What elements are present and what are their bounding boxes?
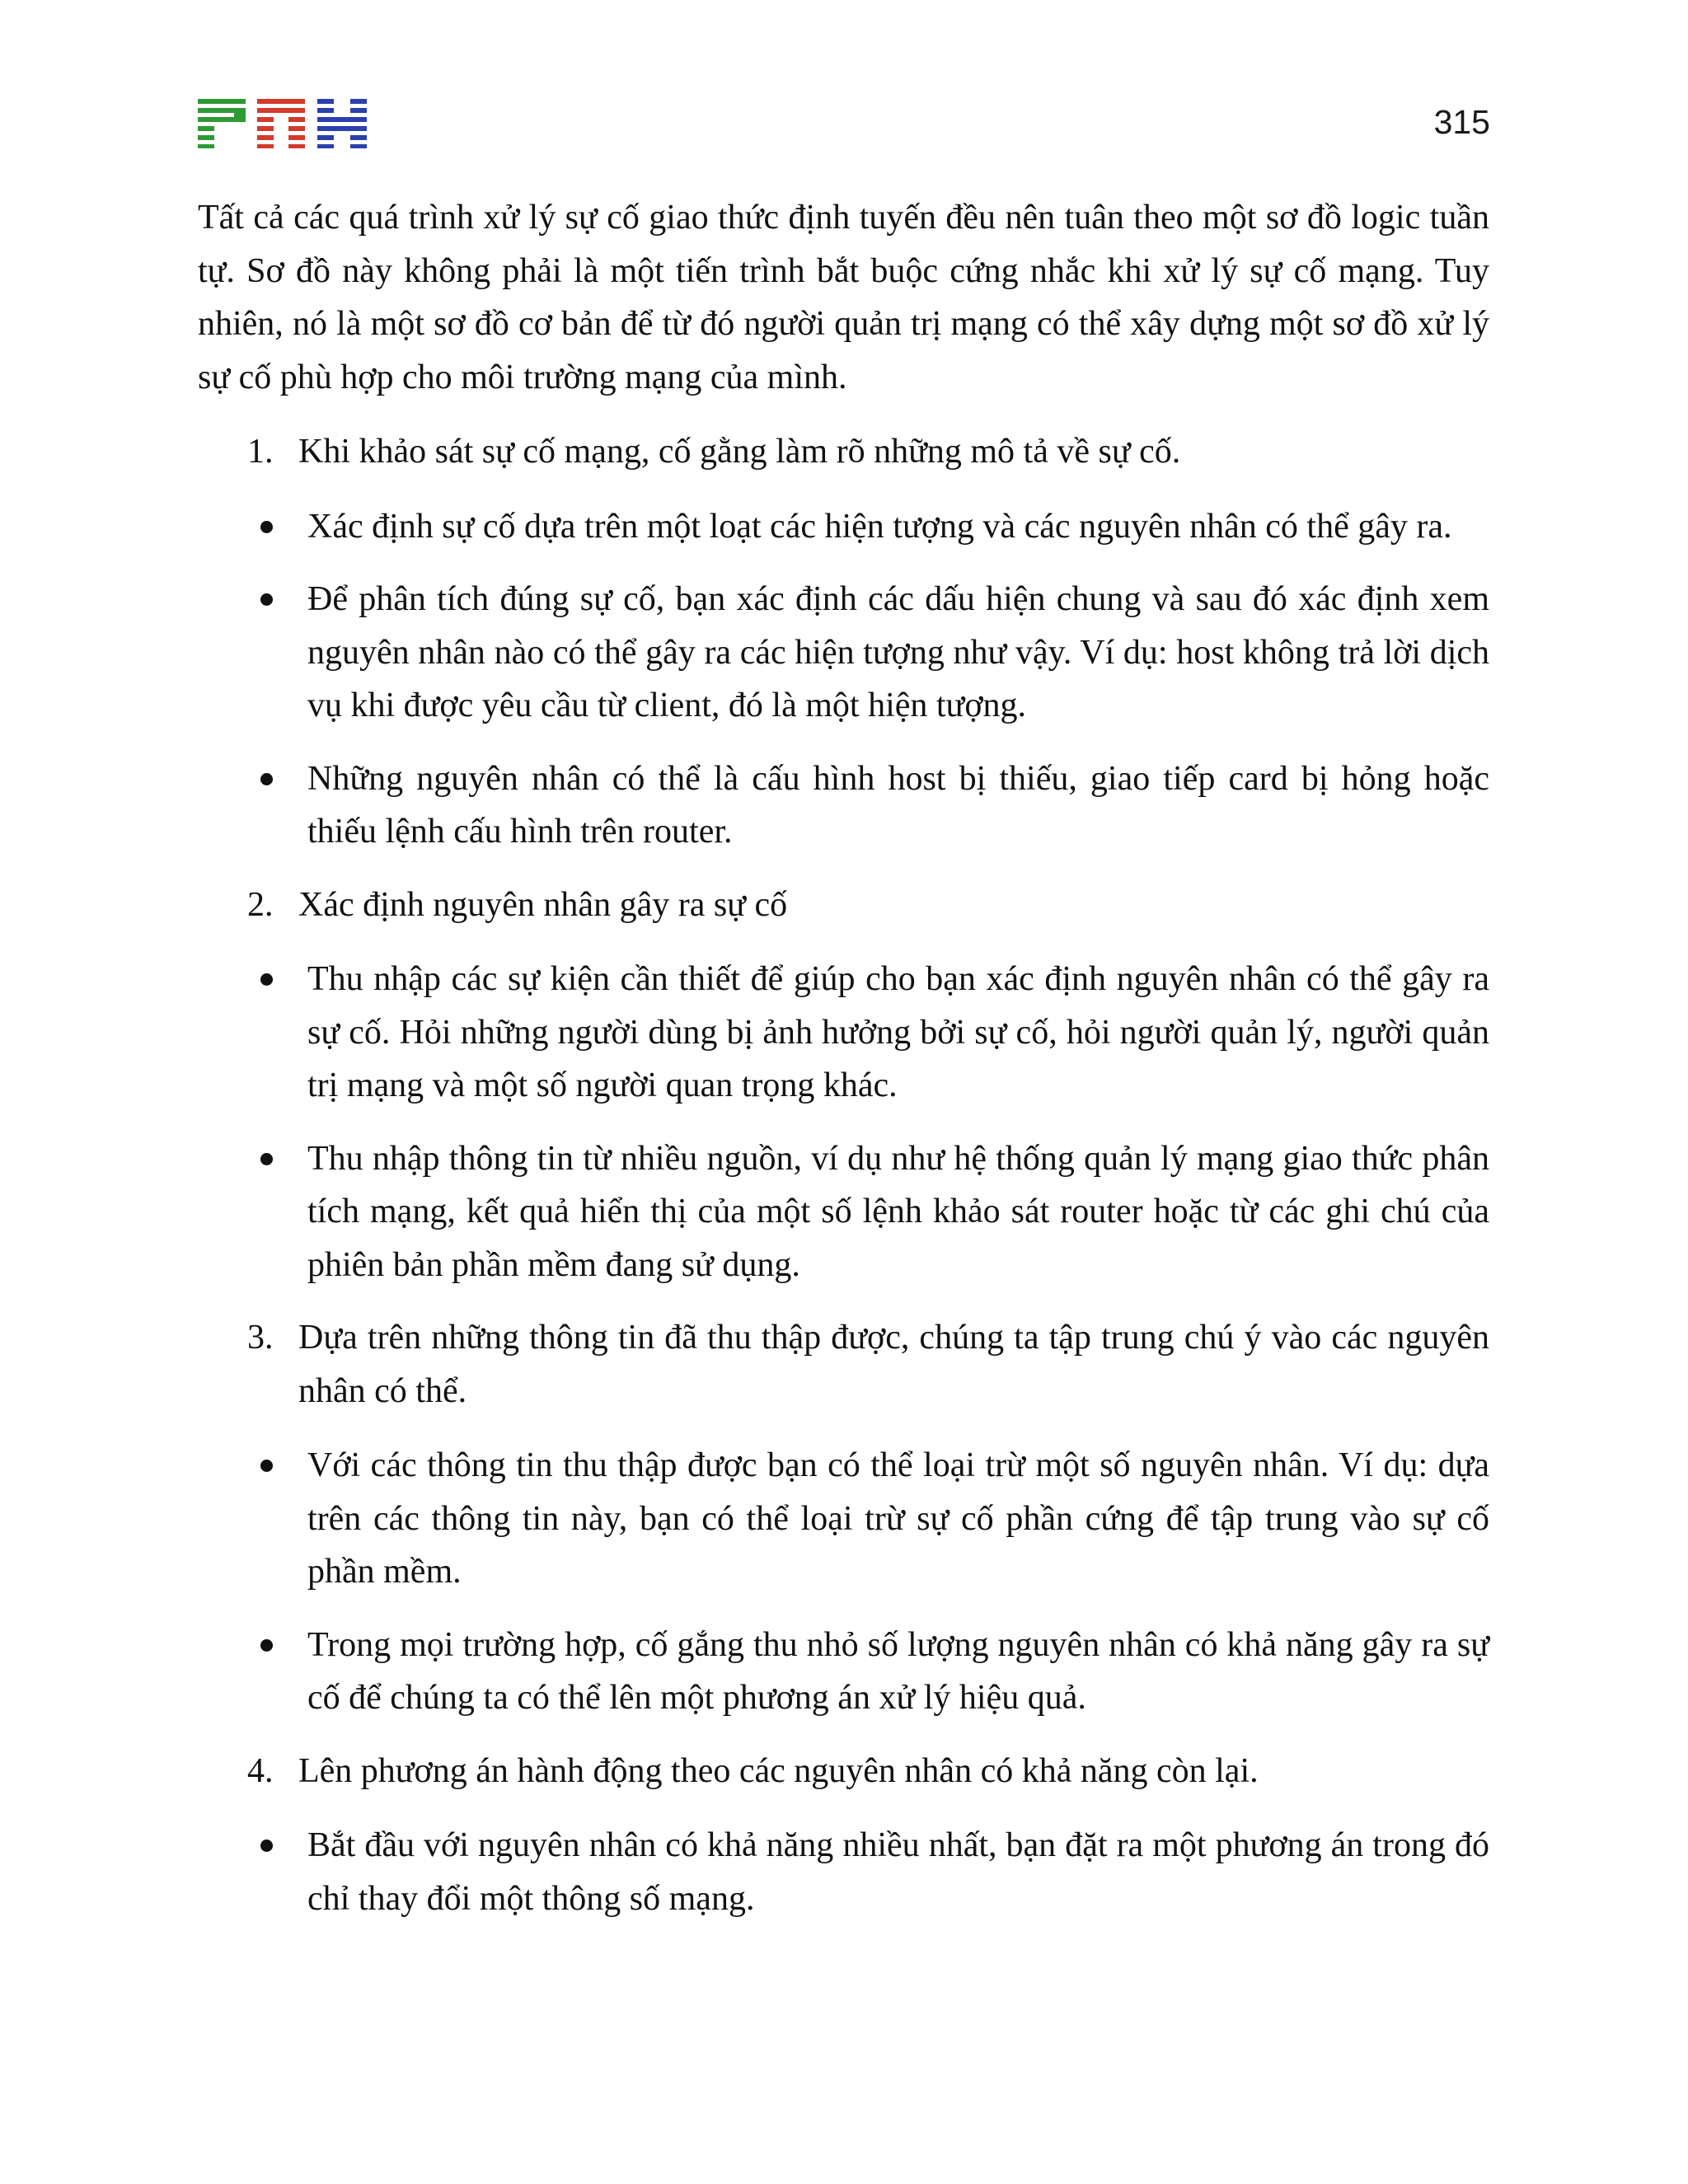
logo-letter-p xyxy=(198,99,246,148)
bullet-icon xyxy=(260,1153,273,1165)
intro-paragraph: Tất cả các quá trình xử lý sự cố giao thức định tuyến đều nên tuân theo một sơ đồ logic tuần tự. Sơ đồ này không phải là một tiến trình bắt buộc cứng nhắc khi xử lý sự cố mạng. Tuy nhiên, nó là một sơ đồ cơ bản để từ đó người quản trị mạng có thể xây dựng một sơ đồ xử lý sự cố phù hợp cho môi trường mạng của mình. xyxy=(198,199,1489,396)
item-number: 4. xyxy=(247,1751,274,1790)
item-text: Dựa trên những thông tin đã thu thập được, chúng ta tập trung chú ý vào các nguyên nhân có thể. xyxy=(298,1319,1489,1410)
bullet-text: Xác định sự cố dựa trên một loạt các hiện tượng và các nguyên nhân có thể gây ra. xyxy=(307,507,1452,546)
bullet-item xyxy=(198,1132,1489,1292)
page-content xyxy=(198,191,1489,1945)
bullet-item xyxy=(198,1619,1489,1725)
pnh-logo xyxy=(198,99,367,148)
bullet-text: Trong mọi trường hợp, cố gắng thu nhỏ số lượng nguyên nhân có khả năng gây ra sự cố để chúng ta có thể lên một phương án xử lý hiệu quả. xyxy=(307,1625,1489,1717)
item-number: 1. xyxy=(247,433,274,471)
bullet-icon xyxy=(260,1460,273,1472)
bullet-item xyxy=(198,1819,1489,1925)
bullet-text: Thu nhập thông tin từ nhiều nguồn, ví dụ như hệ thống quản lý mạng giao thức phân tích mạng, kết quả hiển thị của một số lệnh khảo sát router hoặc từ các ghi chú của phiên bản phần mềm đang sử dụng. xyxy=(307,1139,1489,1284)
bullet-item xyxy=(198,573,1489,733)
logo-letter-h xyxy=(317,99,367,148)
page-number: 315 xyxy=(1433,103,1490,141)
bullet-text: Để phân tích đúng sự cố, bạn xác định các dấu hiện chung và sau đó xác định xem nguyên nhân nào có thể gây ra các hiện tượng như vậy. Ví dụ: host không trả lời dịch vụ khi được yêu cầu từ client, đó là một hiện tượng. xyxy=(307,580,1489,724)
bullet-item xyxy=(198,953,1489,1113)
bullet-item xyxy=(198,752,1489,859)
numbered-item-3 xyxy=(198,1311,1489,1418)
item-text: Xác định nguyên nhân gây ra sự cố xyxy=(298,885,788,924)
bullet-icon xyxy=(260,1639,273,1652)
bullet-icon xyxy=(260,521,273,533)
item-text: Lên phương án hành động theo các nguyên nhân có khả năng còn lại. xyxy=(298,1751,1259,1790)
item-number: 3. xyxy=(247,1319,274,1357)
bullet-item xyxy=(198,1439,1489,1599)
bullet-text: Với các thông tin thu thập được bạn có thể loại trừ một số nguyên nhân. Ví dụ: dựa trên các thông tin này, bạn có thể loại trừ sự cố phần cứng để tập trung vào sự cố phần mềm. xyxy=(307,1446,1489,1591)
bullet-icon xyxy=(260,1840,273,1852)
numbered-item-4 xyxy=(198,1745,1489,1798)
bullet-text: Những nguyên nhân có thể là cấu hình host bị thiếu, giao tiếp card bị hỏng hoặc thiếu lệnh cấu hình trên router. xyxy=(307,759,1489,851)
bullet-text: Bắt đầu với nguyên nhân có khả năng nhiều nhất, bạn đặt ra một phương án trong đó chỉ thay đổi một thông số mạng. xyxy=(307,1826,1489,1918)
numbered-item-1 xyxy=(198,425,1489,479)
bullet-item xyxy=(198,500,1489,554)
numbered-item-2 xyxy=(198,879,1489,932)
item-text: Khi khảo sát sự cố mạng, cố gằng làm rõ những mô tả về sự cố. xyxy=(298,433,1181,471)
bullet-icon xyxy=(260,593,273,606)
item-number: 2. xyxy=(247,885,274,924)
bullet-icon xyxy=(260,973,273,986)
logo-letter-n xyxy=(257,99,305,148)
bullet-icon xyxy=(260,773,273,785)
bullet-text: Thu nhập các sự kiện cần thiết để giúp cho bạn xác định nguyên nhân có thể gây ra sự cố. Hỏi những người dùng bị ảnh hưởng bởi sự cố, hỏi người quản lý, người quản trị mạng và một số người quan trọng khác. xyxy=(307,960,1489,1104)
